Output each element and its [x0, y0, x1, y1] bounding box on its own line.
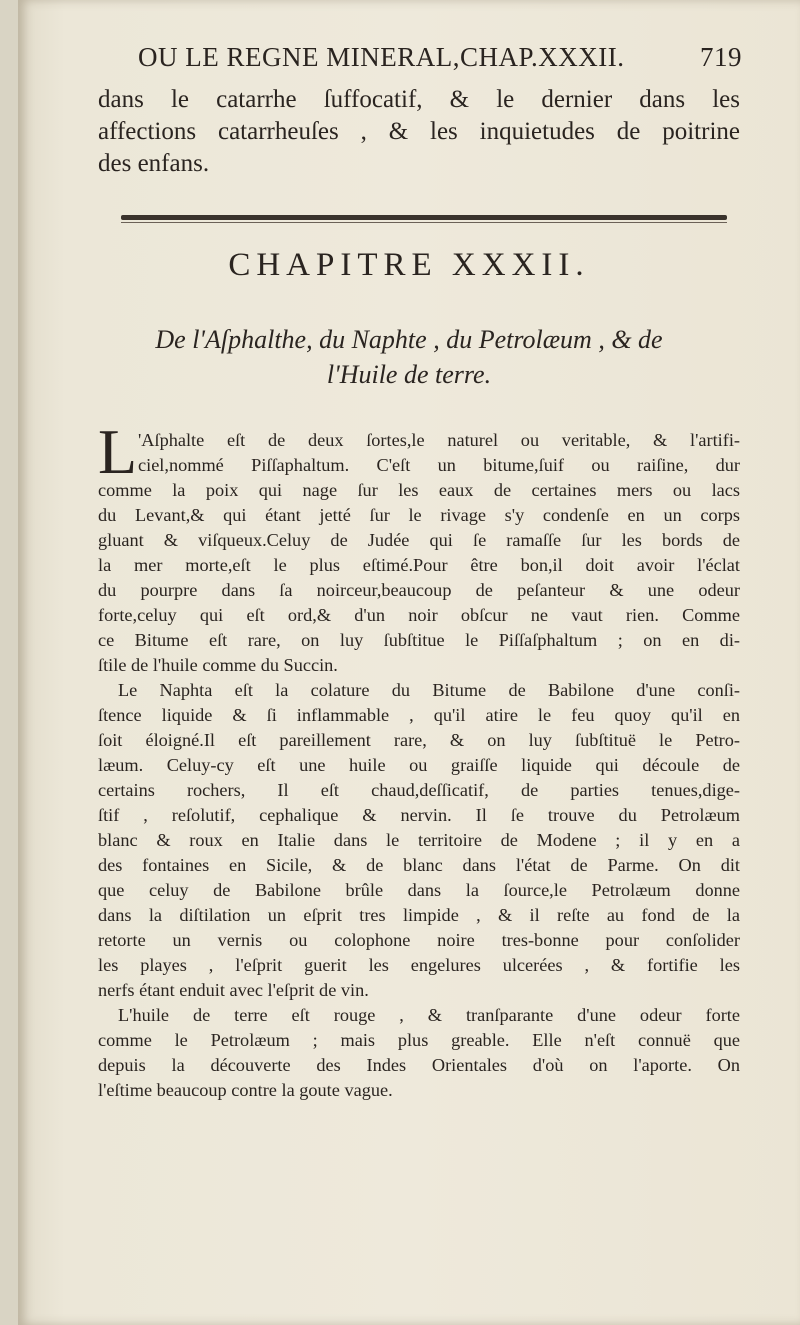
body-line: L'huile de terre eſt rouge , & tranſparante d'une odeur forte [118, 1005, 740, 1025]
body-line: certains rochers, Il eſt chaud,deſſicatif, de parties tenues,dige- [98, 780, 740, 800]
body-line: des fontaines en Sicile, & de blanc dans l'état de Parme. On dit [98, 855, 740, 875]
body-line: forte,celuy qui eſt ord,& d'un noir obſcur ne vaut rien. Comme [98, 605, 740, 625]
body-line: ſtence liquide & ſi inflammable , qu'il atire le feu quoy qu'il en [98, 705, 740, 725]
body-line: du Levant,& qui étant jetté ſur le rivage s'y condenſe en un corps [98, 505, 740, 525]
running-header [138, 42, 742, 73]
body-line: ce Bitume eſt rare, on luy ſubſtitue le Piſſaſphaltum ; on en di- [98, 630, 740, 650]
body-line: l'eſtime beaucoup contre la goute vague. [98, 1080, 393, 1100]
body-line: depuis la découverte des Indes Orientales d'où on l'aporte. On [98, 1055, 740, 1075]
chapter-heading: CHAPITRE XXXII. [228, 247, 590, 283]
body-line: 'Aſphalte eſt de deux ſortes,le naturel ou veritable, & l'artifi- [138, 430, 740, 450]
running-header-title: OU LE REGNE MINERAL,CHAP.XXXII. [138, 42, 625, 72]
body-line: ſoit éloigné.Il eſt pareillement rare, & on luy ſubſtituë le Petro- [98, 730, 740, 750]
continuation-line: affections catarrheuſes , & les inquietudes de poitrine [98, 118, 740, 145]
body-line: retorte un vernis ou colophone noire tres-bonne pour conſolider [98, 930, 740, 950]
section-divider [121, 215, 727, 220]
body-line: ciel,nommé Piſſaphaltum. C'eſt un bitume,ſuif ou raiſine, dur [138, 455, 740, 475]
body-line: Le Naphta eſt la colature du Bitume de Babilone d'une conſi- [118, 680, 740, 700]
continuation-line: dans le catarrhe ſuffocatif, & le dernier dans les [98, 86, 740, 113]
body-line: gluant & viſqueux.Celuy de Judée qui ſe ramaſſe ſur les bords de [98, 530, 740, 550]
body-line: que celuy de Babilone brûle dans la ſource,le Petrolæum donne [98, 880, 740, 900]
continuation-line: des enfans. [98, 150, 210, 177]
chapter-subtitle-line: De l'Aſphalthe, du Naphte , du Petrolæum , & de [155, 325, 663, 354]
body-line: dans la diſtilation un eſprit tres limpide , & il reſte au fond de la [98, 905, 740, 925]
body-line: ſtif , reſolutif, cephalique & nervin. Il ſe trouve du Petrolæum [98, 805, 740, 825]
body-line: nerfs étant enduit avec l'eſprit de vin. [98, 980, 369, 1000]
book-page [18, 0, 800, 1325]
body-line: comme la poix qui nage ſur les eaux de certaines mers ou lacs [98, 480, 740, 500]
body-line: blanc & roux en Italie dans le territoire de Modene ; il y en a [98, 830, 740, 850]
body-line: les playes , l'eſprit guerit les engelures ulcerées , & fortifie les [98, 955, 740, 975]
body-line: læum. Celuy-cy eſt une huile ou graiſſe liquide qui découle de [98, 755, 740, 775]
page-number: 719 [700, 42, 742, 72]
body-line: comme le Petrolæum ; mais plus greable. Elle n'eſt connuë que [98, 1030, 740, 1050]
body-line: du pourpre dans ſa noirceur,beaucoup de peſanteur & une odeur [98, 580, 740, 600]
body-line: ſtile de l'huile comme du Succin. [98, 655, 338, 675]
body-line: la mer morte,eſt le plus eſtimé.Pour être bon,il doit avoir l'éclat [98, 555, 740, 575]
drop-cap: L [98, 416, 138, 487]
chapter-subtitle-line: l'Huile de terre. [326, 360, 492, 389]
